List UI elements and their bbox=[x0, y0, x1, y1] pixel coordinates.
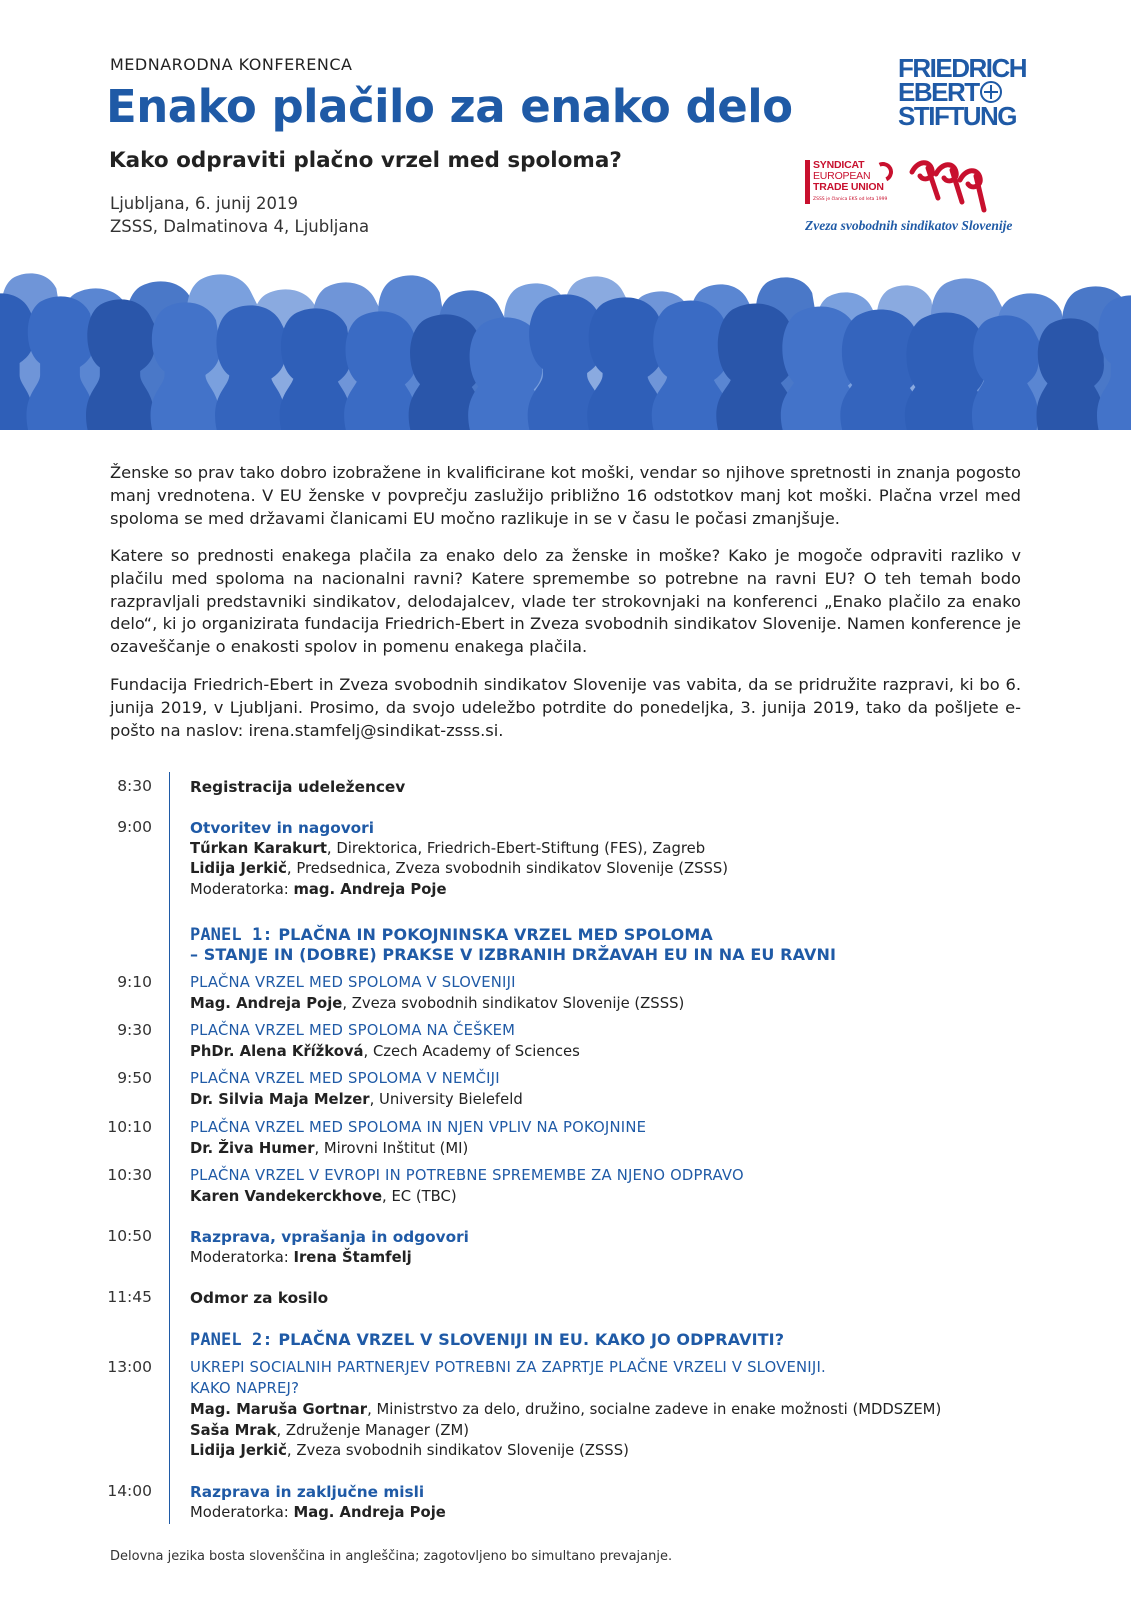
speaker-role: , Direktorica, Friedrich-Ebert-Stiftung (FES), Zagreb bbox=[326, 839, 706, 857]
speaker-role: , Ministrstvo za delo, družino, socialne zadeve in enake možnosti (MDDSZEM) bbox=[367, 1401, 942, 1418]
speaker-role: , Predsednica, Zveza svobodnih sindikatov Slovenije (ZSSS) bbox=[286, 860, 729, 877]
program-title: PLAČNA VRZEL V EVROPI IN POTREBNE SPREMEMBE ZA NJENO ODPRAVO bbox=[190, 1167, 744, 1184]
speaker-name: Lidija Jerkič bbox=[190, 860, 287, 877]
fes-logo-line: FRIEDRICH bbox=[898, 53, 1027, 83]
etuc-member-note: ZSSS je članica EKS od leta 1999 bbox=[813, 197, 888, 202]
etuc-logo-line: EUROPEAN bbox=[813, 170, 871, 182]
speaker bbox=[190, 1139, 1060, 1160]
speaker-name: Lidija Jerkič bbox=[190, 1442, 287, 1459]
speaker-name: Mag. Andreja Poje bbox=[190, 994, 343, 1012]
moderator bbox=[190, 1503, 1060, 1524]
etuc-logo bbox=[805, 160, 895, 208]
speaker-role: , University Bielefeld bbox=[369, 1090, 523, 1108]
page-title: Enako plačilo za enako delo bbox=[106, 80, 793, 133]
timeline-divider bbox=[169, 772, 170, 1524]
speaker-role: , Zveza svobodnih sindikatov Slovenije (ZSSS) bbox=[342, 994, 685, 1012]
event-venue: ZSSS, Dalmatinova 4, Ljubljana bbox=[110, 217, 370, 236]
speaker-name: Saša Mrak bbox=[190, 1421, 277, 1439]
moderator-label: Moderatorka: bbox=[190, 1248, 294, 1266]
program-title: Registracija udeležencev bbox=[190, 778, 406, 796]
speaker-role: , Zveza svobodnih sindikatov Slovenije (ZSSS) bbox=[286, 1442, 629, 1459]
speaker bbox=[190, 1042, 1060, 1063]
speaker bbox=[190, 994, 1060, 1015]
speaker-name: Tűrkan Karakurt bbox=[190, 839, 327, 857]
program-title: KAKO NAPREJ? bbox=[190, 1379, 300, 1397]
speaker-name: Mag. Maruša Gortnar bbox=[190, 1401, 368, 1418]
fes-logo bbox=[898, 53, 1038, 131]
program-title: Razprava in zaključne misli bbox=[190, 1483, 425, 1501]
speaker-name: PhDr. Alena Křížková bbox=[190, 1042, 364, 1060]
speaker bbox=[190, 1187, 1060, 1208]
speaker bbox=[190, 839, 1060, 860]
moderator-label: Moderatorka: bbox=[190, 880, 294, 898]
silhouette-icon bbox=[280, 308, 351, 430]
speaker bbox=[190, 1090, 1060, 1111]
speaker-name: Dr. Silvia Maja Melzer bbox=[190, 1090, 370, 1108]
program-time: 8:30 bbox=[117, 777, 152, 795]
moderator-name: mag. Andreja Poje bbox=[293, 880, 447, 898]
program-title: PLAČNA VRZEL MED SPOLOMA IN NJEN VPLIV NA POKOJNINE bbox=[190, 1119, 647, 1136]
speaker-role: , EC (TBC) bbox=[382, 1187, 457, 1205]
panel-title: PLAČNA VRZEL V SLOVENIJI IN EU. KAKO JO ODPRAVITI? bbox=[272, 1330, 785, 1349]
silhouette-icon bbox=[151, 302, 220, 430]
speaker bbox=[190, 1441, 1060, 1462]
program-time: 9:00 bbox=[117, 818, 152, 836]
moderator-name: Irena Štamfelj bbox=[293, 1248, 412, 1266]
program-title: PLAČNA VRZEL MED SPOLOMA V NEMČIJI bbox=[190, 1070, 500, 1087]
speaker-role: , Združenje Manager (ZM) bbox=[276, 1421, 470, 1439]
fes-logo-line: STIFTUNG bbox=[898, 101, 1016, 131]
program-time: 14:00 bbox=[107, 1482, 152, 1500]
silhouette-icon bbox=[1036, 318, 1103, 430]
program-time: 11:45 bbox=[107, 1288, 152, 1306]
silhouette-icon bbox=[972, 315, 1045, 430]
panel-title: – STANJE IN (DOBRE) PRAKSE V IZBRANIH DRŽAVAH EU IN NA EU RAVNI bbox=[190, 945, 837, 964]
zsss-logo-text: Zveza svobodnih sindikatov Slovenije bbox=[805, 218, 1013, 233]
program-title: UKREPI SOCIALNIH PARTNERJEV POTREBNI ZA ZAPRTJE PLAČNE VRZELI V SLOVENIJI. bbox=[190, 1359, 826, 1376]
etuc-logo-line: SYNDICAT bbox=[813, 159, 865, 171]
moderator bbox=[190, 880, 1060, 901]
program-title: Otvoritev in nagovori bbox=[190, 819, 374, 837]
speaker bbox=[190, 1400, 1060, 1421]
program-time: 13:00 bbox=[107, 1358, 152, 1376]
intro-paragraph: Fundacija Friedrich-Ebert in Zveza svobodnih sindikatov Slovenije vas vabita, da se pridružite razpravi, ki bo 6. junija 2019, v Ljubljani. Prosimo, da svojo udeležbo potrdite do ponedeljka, 3. junija 2019, tako da pošljete e-pošto na naslov: irena.stamfelj@sindikat-zsss.si. bbox=[110, 675, 1021, 740]
moderator bbox=[190, 1248, 1060, 1269]
speaker bbox=[190, 1421, 1060, 1442]
program-time: 10:30 bbox=[107, 1166, 152, 1184]
panel-label: PANEL 2: bbox=[190, 1330, 273, 1350]
program-time: 10:50 bbox=[107, 1227, 152, 1245]
panel-label: PANEL 1: bbox=[190, 925, 273, 945]
program-title: Odmor za kosilo bbox=[190, 1289, 329, 1307]
intro-paragraph: Ženske so prav tako dobro izobražene in kvalificirane kot moški, vendar so njihove spretnosti in znanja pogosto manj vrednotena. V EU ženske v povprečju zaslužijo približno 16 odstotkov manj kot moški. Plačna vrzel med spoloma se med državami članicami EU močno razlikuje in se v času le počasi zmanjšuje. bbox=[110, 463, 1021, 528]
speaker-name: Dr. Živa Humer bbox=[190, 1139, 315, 1157]
event-date: Ljubljana, 6. junij 2019 bbox=[110, 194, 298, 213]
program-time: 9:30 bbox=[117, 1021, 152, 1039]
panel-title: PLAČNA IN POKOJNINSKA VRZEL MED SPOLOMA bbox=[272, 925, 713, 944]
program-title: PLAČNA VRZEL MED SPOLOMA V SLOVENIJI bbox=[190, 974, 516, 991]
fes-logo-line: EBERT bbox=[898, 77, 979, 107]
program-time: 9:10 bbox=[117, 973, 152, 991]
speaker-name: Karen Vandekerckhove bbox=[190, 1187, 383, 1205]
intro-paragraph: Katere so prednosti enakega plačila za enako delo za ženske in moške? Kako je mogoče odpraviti razliko v plačilu med spoloma na nacionalni ravni? Katere spremembe so potrebne na ravni EU? O teh temah bodo razpravljali predstavniki sindikatov, delodajalcev, vlade ter strokovnjaki na konferenci „Enako plačilo za enako delo“, ki jo organizirata fundacija Friedrich-Ebert in Zveza svobodnih sindikatov Slovenije. Namen konference je ozaveščanje o enakosti spolov in pomenu enakega plačila. bbox=[110, 546, 1021, 657]
crowd-silhouettes-illustration bbox=[0, 255, 1131, 430]
program-time: 10:10 bbox=[107, 1118, 152, 1136]
globe-icon bbox=[980, 81, 1002, 103]
event-type-label: MEDNARODNA KONFERENCA bbox=[110, 55, 353, 74]
moderator-name: Mag. Andreja Poje bbox=[293, 1503, 446, 1521]
zsss-emblem-icon bbox=[908, 158, 990, 220]
etuc-bar-icon bbox=[805, 160, 810, 204]
moderator-label: Moderatorka: bbox=[190, 1503, 294, 1521]
program-title: PLAČNA VRZEL MED SPOLOMA NA ČEŠKEM bbox=[190, 1022, 516, 1039]
speaker-role: , Czech Academy of Sciences bbox=[363, 1042, 580, 1060]
etuc-logo-line: TRADE UNION bbox=[813, 181, 884, 193]
speaker-role: , Mirovni Inštitut (MI) bbox=[314, 1139, 469, 1157]
page-subtitle: Kako odpraviti plačno vrzel med spoloma? bbox=[109, 148, 622, 173]
program-title: Razprava, vprašanja in odgovori bbox=[190, 1228, 469, 1246]
program-time: 9:50 bbox=[117, 1069, 152, 1087]
language-note: Delovna jezika bosta slovenščina in angleščina; zagotovljeno bo simultano prevajanje. bbox=[110, 1549, 673, 1564]
speaker bbox=[190, 859, 1060, 880]
